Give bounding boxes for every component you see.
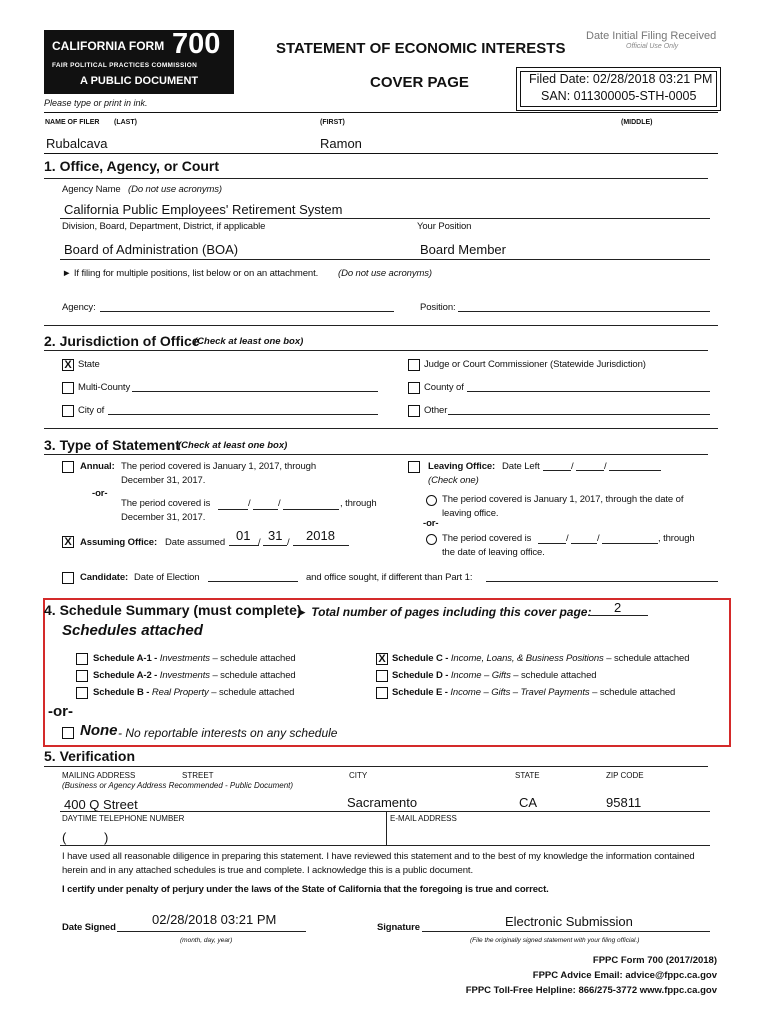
schedule-a1-row: Schedule A-1 - Investments – schedule attached: [93, 653, 296, 664]
last-name-label: (LAST): [114, 119, 137, 126]
street-value[interactable]: 400 Q Street: [64, 797, 138, 812]
multi-county-label: Multi-County: [78, 382, 131, 393]
leaving-option-2-radio[interactable]: [426, 534, 437, 545]
zip-value[interactable]: 95811: [606, 795, 642, 810]
email-label: E-MAIL ADDRESS: [390, 814, 457, 823]
candidate-label: Candidate:: [80, 572, 129, 583]
schedules-attached-title: Schedules attached: [62, 622, 203, 639]
period-through: , through: [340, 498, 377, 509]
official-use-label: Official Use Only: [626, 43, 679, 50]
schedule-b-row: Schedule B - Real Property – schedule attached: [93, 687, 295, 698]
filed-date: Filed Date: 02/28/2018 03:21 PM: [529, 72, 713, 86]
judge-checkbox[interactable]: [408, 359, 420, 371]
street-label: STREET: [182, 771, 214, 780]
other-checkbox[interactable]: [408, 405, 420, 417]
schedule-a2-row: Schedule A-2 - Investments – schedule attached: [93, 670, 296, 681]
total-pages-label: ► Total number of pages including this cover page:: [296, 605, 592, 619]
schedule-c-checkbox[interactable]: X: [376, 653, 388, 665]
annual-label: Annual:: [80, 461, 115, 472]
agency-name-value[interactable]: California Public Employees' Retirement System: [64, 202, 343, 217]
diligence-text-1: I have used all reasonable diligence in preparing this statement. I have reviewed this statement and to the best of my knowledge the information contained: [62, 851, 695, 862]
middle-name-label: (MIDDLE): [621, 119, 653, 126]
schedule-e-row: Schedule E - Income – Gifts – Travel Payments – schedule attached: [392, 687, 676, 698]
leaving-office-checkbox[interactable]: [408, 461, 420, 473]
section3-title: 3. Type of Statement: [44, 437, 180, 453]
leaving-option-1-radio[interactable]: [426, 495, 437, 506]
assumed-day[interactable]: 31: [268, 528, 283, 543]
schedule-or: -or-: [48, 703, 73, 720]
assuming-office-label: Assuming Office:: [80, 537, 158, 548]
filed-date-box: [516, 67, 721, 111]
period-text-1: The period covered is: [121, 498, 211, 509]
none-checkbox[interactable]: [62, 727, 74, 739]
period-text-2: December 31, 2017.: [121, 512, 206, 523]
form-subtitle: COVER PAGE: [370, 74, 469, 91]
city-of-label: City of: [78, 405, 105, 416]
county-of-label: County of: [424, 382, 464, 393]
phone-paren-open: (: [62, 830, 67, 845]
schedule-b-checkbox[interactable]: [76, 687, 88, 699]
state-value[interactable]: CA: [519, 795, 538, 810]
state-label-address: STATE: [515, 771, 540, 780]
your-position-label: Your Position: [417, 221, 472, 232]
name-of-filer-label: NAME OF FILER: [45, 119, 100, 126]
schedule-a2-checkbox[interactable]: [76, 670, 88, 682]
filer-first-name[interactable]: Ramon: [320, 136, 362, 151]
commission-name: FAIR POLITICAL PRACTICES COMMISSION: [52, 62, 198, 69]
leaving-sep-2: /: [604, 461, 607, 472]
footer-advice-email: FPPC Advice Email: advice@fppc.ca.gov: [532, 970, 717, 981]
agency-name-label: Agency Name: [62, 184, 121, 195]
form-number: 700: [172, 28, 221, 60]
agency-field-label: Agency:: [62, 302, 96, 313]
date-format-note: (month, day, year): [180, 937, 233, 944]
leaving-option-2-text-a: The period covered is: [442, 533, 532, 544]
schedule-c-row: Schedule C - Income, Loans, & Business Positions – schedule attached: [392, 653, 690, 664]
leaving-or: -or-: [423, 518, 439, 529]
public-document-label: A PUBLIC DOCUMENT: [80, 75, 199, 87]
multiple-positions-note: ► If filing for multiple positions, list below or on an attachment.: [62, 268, 319, 279]
annual-checkbox[interactable]: [62, 461, 74, 473]
agency-name-note: (Do not use acronyms): [128, 184, 222, 195]
form-title: STATEMENT OF ECONOMIC INTERESTS: [276, 40, 566, 57]
assuming-office-text: Date assumed: [165, 537, 226, 548]
mailing-address-label: MAILING ADDRESS: [62, 771, 136, 780]
annual-or: -or-: [92, 488, 108, 499]
annual-text-1: The period covered is January 1, 2017, through: [121, 461, 317, 472]
footer-form-version: FPPC Form 700 (2017/2018): [592, 955, 717, 966]
diligence-text-2: herein and in any attached schedules is true and complete. I acknowledge this is a public document.: [62, 865, 473, 876]
section4-title: 4. Schedule Summary (must complete): [44, 602, 302, 618]
date-signed-label: Date Signed: [62, 922, 116, 933]
schedule-d-checkbox[interactable]: [376, 670, 388, 682]
signature-note: (File the originally signed statement with your filing official.): [470, 937, 640, 944]
division-label: Division, Board, Department, District, if applicable: [62, 221, 266, 232]
schedule-e-checkbox[interactable]: [376, 687, 388, 699]
schedule-d-row: Schedule D - Income – Gifts – schedule attached: [392, 670, 597, 681]
county-of-checkbox[interactable]: [408, 382, 420, 394]
phone-paren-close: ): [104, 830, 109, 845]
print-instruction: Please type or print in ink.: [44, 98, 148, 108]
city-value[interactable]: Sacramento: [347, 795, 418, 810]
none-label: None: [80, 722, 118, 739]
multi-county-checkbox[interactable]: [62, 382, 74, 394]
date-signed-value[interactable]: 02/28/2018 03:21 PM: [152, 912, 277, 927]
first-name-label: (FIRST): [320, 119, 345, 126]
leaving-option-1-text-b: leaving office.: [442, 508, 499, 519]
leaving-option-2-text-b: the date of leaving office.: [442, 547, 545, 558]
city-of-checkbox[interactable]: [62, 405, 74, 417]
section1-title: 1. Office, Agency, or Court: [44, 158, 220, 174]
section3-note: (Check at least one box): [178, 440, 288, 451]
received-label: Date Initial Filing Received: [586, 30, 717, 42]
assumed-year[interactable]: 2018: [306, 528, 335, 543]
period-sep-1: /: [248, 498, 251, 509]
mailing-address-note: (Business or Agency Address Recommended - Public Document): [62, 781, 294, 790]
filer-last-name[interactable]: Rubalcava: [46, 136, 108, 151]
candidate-checkbox[interactable]: [62, 572, 74, 584]
san-number: SAN: 011300005-STH-0005: [541, 89, 697, 103]
assumed-month[interactable]: 01: [236, 528, 251, 543]
leaving-office-text: Date Left: [502, 461, 540, 472]
assuming-office-checkbox[interactable]: X: [62, 536, 74, 548]
signature-value[interactable]: Electronic Submission: [505, 914, 633, 929]
certify-text: I certify under penalty of perjury under the laws of the State of California that the foregoing is true and correct.: [62, 884, 549, 895]
period-sep-2: /: [278, 498, 281, 509]
form-number-box: [44, 30, 234, 94]
other-label: Other: [424, 405, 448, 416]
footer-helpline: FPPC Toll-Free Helpline: 866/275-3772 www.fppc.ca.gov: [465, 985, 717, 996]
none-text: - No reportable interests on any schedule: [118, 726, 338, 740]
leaving-option-1-text-a: The period covered is January 1, 2017, through the date of: [442, 494, 684, 505]
candidate-text: Date of Election: [134, 572, 200, 583]
total-pages-value[interactable]: 2: [614, 600, 622, 615]
schedule-a1-checkbox[interactable]: [76, 653, 88, 665]
section2-note: (Check at least one box): [194, 336, 304, 347]
leaving-option-2-through: , through: [658, 533, 695, 544]
division-value[interactable]: Board of Administration (BOA): [64, 242, 239, 257]
zip-label: ZIP CODE: [606, 771, 644, 780]
phone-label: DAYTIME TELEPHONE NUMBER: [62, 814, 185, 823]
candidate-office-text: and office sought, if different than Part 1:: [306, 572, 473, 583]
judge-label: Judge or Court Commissioner (Statewide Jurisdiction): [424, 359, 646, 370]
check-one-note: (Check one): [428, 475, 479, 486]
state-label: State: [78, 359, 100, 370]
leaving-sep-1: /: [571, 461, 574, 472]
section2-title: 2. Jurisdiction of Office: [44, 333, 200, 349]
annual-text-2: December 31, 2017.: [121, 475, 206, 486]
position-value[interactable]: Board Member: [420, 242, 506, 257]
state-checkbox[interactable]: X: [62, 359, 74, 371]
position-field-label: Position:: [420, 302, 456, 313]
signature-label: Signature: [377, 922, 420, 933]
form-label: CALIFORNIA FORM: [52, 39, 165, 53]
section5-title: 5. Verification: [44, 748, 136, 764]
multiple-positions-note-italic: (Do not use acronyms): [338, 268, 432, 279]
city-label: CITY: [349, 771, 368, 780]
leaving-office-label: Leaving Office:: [428, 461, 496, 472]
